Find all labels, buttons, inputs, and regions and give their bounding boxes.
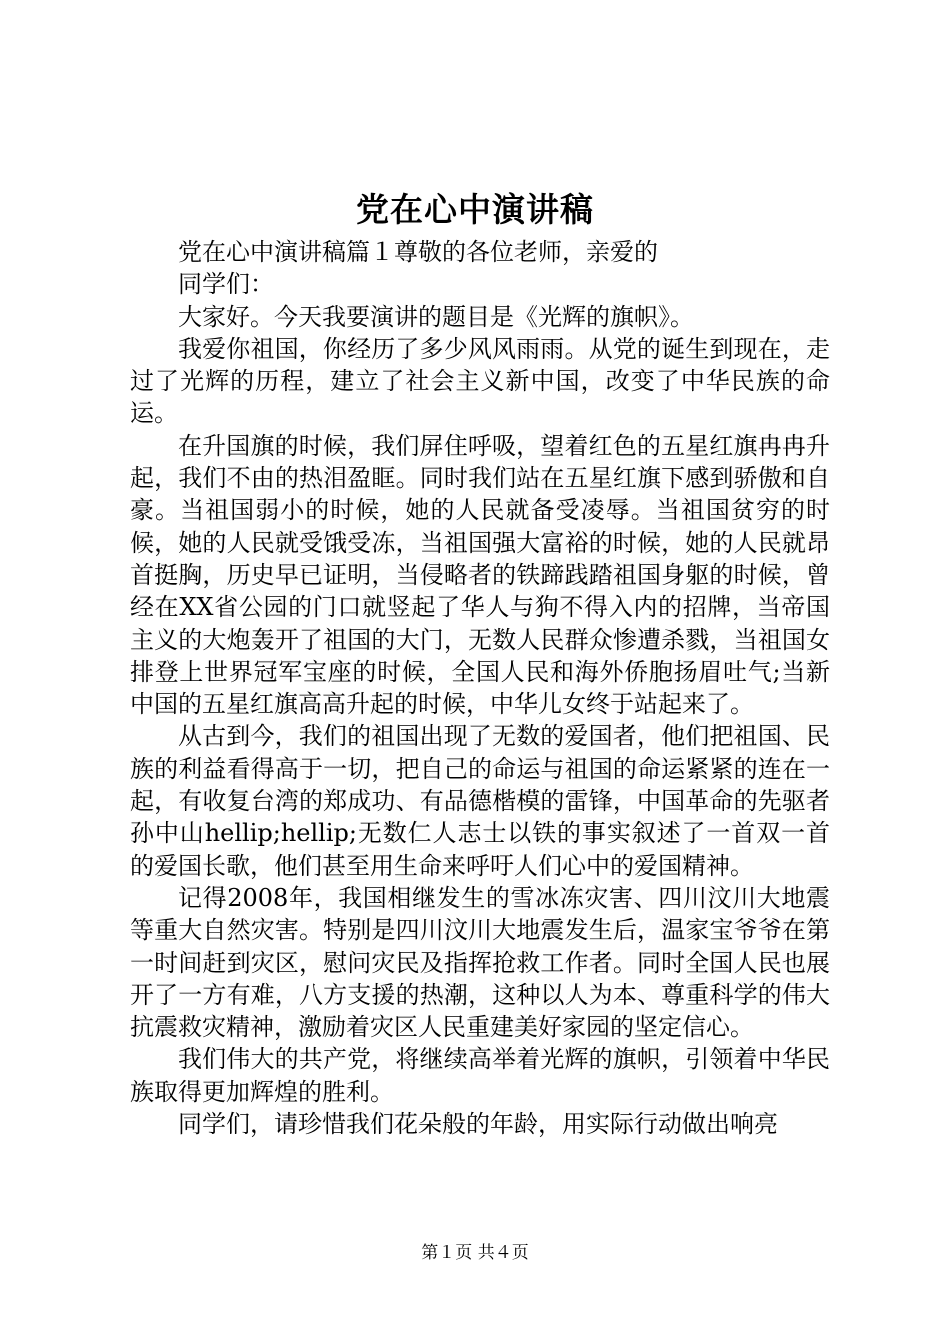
body-paragraph: 同学们，请珍惜我们花朵般的年龄，用实际行动做出响亮 [178, 1110, 778, 1139]
body-paragraph: 在升国旗的时候，我们屏住呼吸，望着红色的五星红旗冉冉升起，我们不由的热泪盈眶。同时我们站在五星红旗下感到骄傲和自豪。当祖国弱小的时候，她的人民就备受凌辱。当祖国贫穷的时候，她的人民就受饿受冻，当祖国强大富裕的时候，她的人民就昂首挺胸，历史早已证明，当侵略者的铁蹄践踏祖国身躯的时候，曾经在XX省公园的门口就竖起了华人与狗不得入内的招牌，当帝国主义的大炮轰开了祖国的大门，无数人民群众惨遭杀戮，当祖国女排登上世界冠军宝座的时候，全国人民和海外侨胞扬眉吐气;当新中国的五星红旗高高升起的时候，中华儿女终于站起来了。 [130, 431, 830, 719]
body-paragraph: 从古到今，我们的祖国出现了无数的爱国者，他们把祖国、民族的利益看得高于一切，把自己的命运与祖国的命运紧紧的连在一起，有收复台湾的郑成功、有品德楷模的雷锋，中国革命的先驱者孙中山hellip;hellip;无数仁人志士以铁的事实叙述了一首双一首的爱国长歌，他们甚至用生命来呼吁人们心中的爱国精神。 [130, 722, 830, 880]
document-title: 党在心中演讲稿 [356, 190, 594, 229]
body-paragraph: 记得2008年，我国相继发生的雪冰冻灾害、四川汶川大地震等重大自然灾害。特别是四川汶川大地震发生后，温家宝爷爷在第一时间赶到灾区，慰问灾民及指挥抢救工作者。同时全国人民也展开了一方有难，八方支援的热潮，这种以人为本、尊重科学的伟大抗震救灾精神，激励着灾区人民重建美好家园的坚定信心。 [130, 883, 830, 1042]
opening-line: 大家好。今天我要演讲的题目是《光辉的旗帜》。 [178, 302, 694, 331]
opening-line: 党在心中演讲稿篇１尊敬的各位老师，亲爱的 [178, 238, 658, 266]
opening-line: 同学们： [178, 270, 274, 299]
body-paragraph: 我爱你祖国，你经历了多少风风雨雨。从党的诞生到现在，走过了光辉的历程，建立了社会主义新中国，改变了中华民族的命运。 [130, 334, 830, 428]
body-paragraph: 我们伟大的共产党，将继续高举着光辉的旗帜，引领着中华民族取得更加辉煌的胜利。 [130, 1045, 830, 1106]
page-footer: 第１页 共４页 [421, 1243, 529, 1263]
document-body [130, 236, 830, 1140]
